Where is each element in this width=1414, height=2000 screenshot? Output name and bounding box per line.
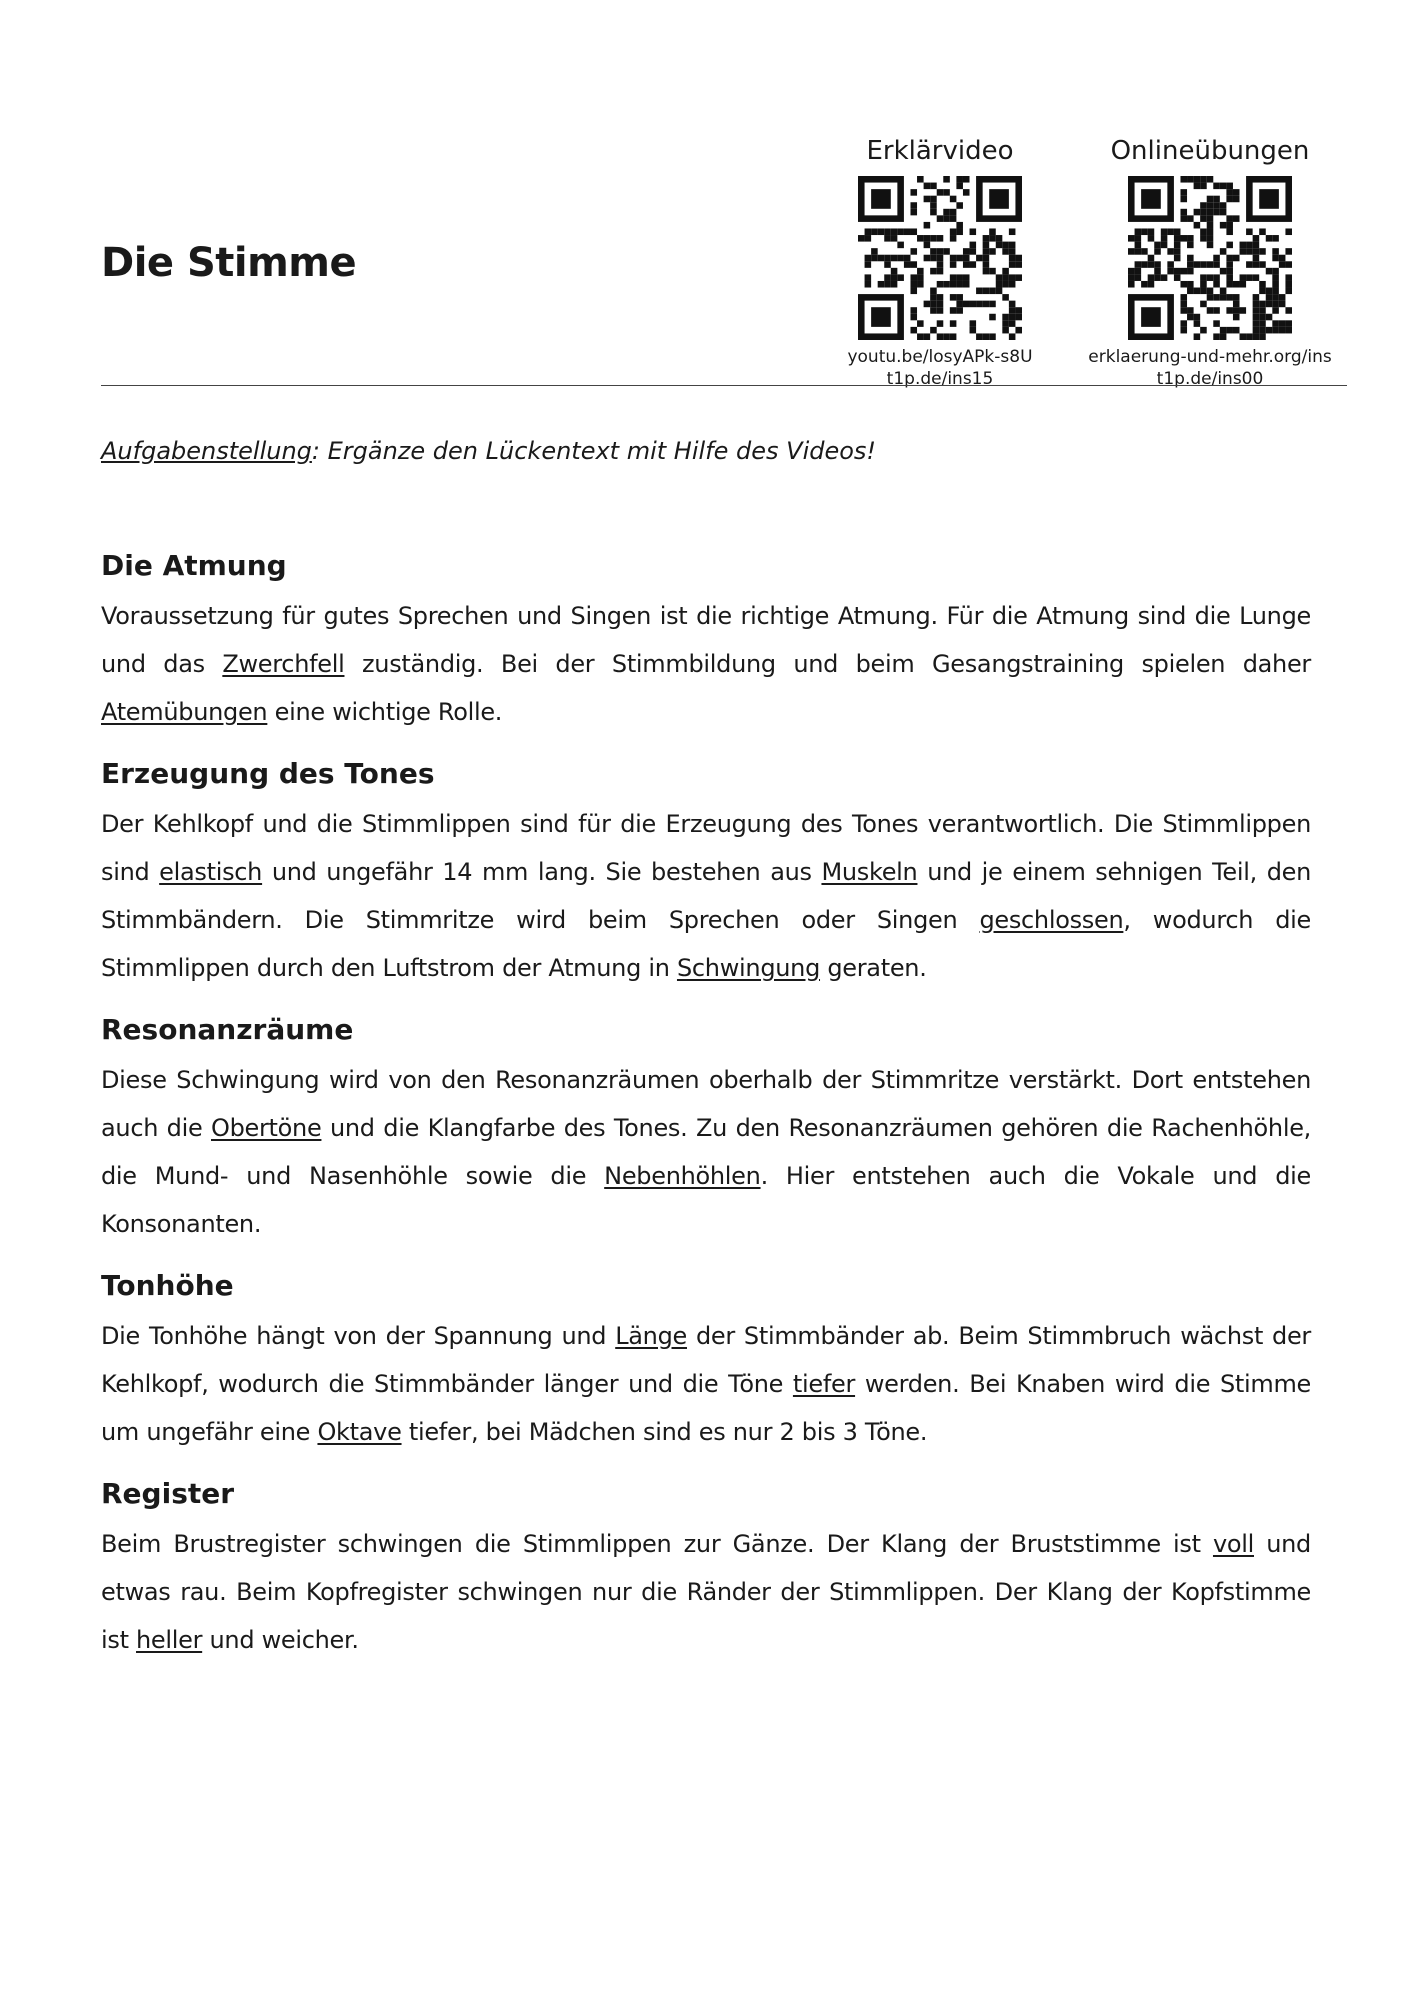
qr-code-icon (1128, 176, 1292, 340)
section-heading: Tonhöhe (101, 1269, 234, 1302)
section (101, 1004, 1311, 1248)
qr-code-icon (858, 176, 1022, 340)
section (101, 1260, 1311, 1456)
section-paragraph (101, 1312, 1311, 1456)
paragraph-text: der Stimmbänder ab. Beim Stimmbruch wächst der Kehlkopf, wodurch die Stimmbänder länger und die Töne (101, 1322, 1311, 1398)
paragraph-text: zuständig. Bei der Stimmbildung und beim Gesangstraining spielen daher (344, 650, 1311, 678)
task-instruction (101, 433, 876, 469)
cloze-text (101, 540, 1311, 1676)
paragraph-text: Der Kehlkopf und die Stimmlippen sind für die Erzeugung des Tones verantwortlich. Die Stimmlippen sind (101, 810, 1311, 886)
paragraph-text: Voraussetzung für gutes Sprechen und Singen ist die richtige Atmung. Für die Atmung sind die Lunge und das (101, 602, 1311, 678)
cloze-answer: Oktave (317, 1418, 402, 1446)
qr-link-online-2: t1p.de/ins00 (1156, 369, 1264, 389)
paragraph-text: geraten. (820, 954, 927, 982)
paragraph-text: und je einem sehnigen Teil, den Stimmbändern. Die Stimmritze wird beim Sprechen oder Singen (101, 858, 1311, 934)
section-heading: Resonanzräume (101, 1013, 354, 1046)
task-label: Aufgabenstellung (101, 437, 312, 465)
paragraph-text: und etwas rau. Beim Kopfregister schwingen nur die Ränder der Stimmlippen. Der Klang der Kopfstimme ist (101, 1530, 1311, 1654)
qr-label-online: Onlineübungen (1110, 136, 1310, 166)
cloze-answer: heller (136, 1626, 203, 1654)
paragraph-text: und ungefähr 14 mm lang. Sie bestehen aus (262, 858, 822, 886)
cloze-answer: Nebenhöhlen (604, 1162, 761, 1190)
paragraph-text: und die Klangfarbe des Tones. Zu den Resonanzräumen gehören die Rachenhöhle, die Mund- und Nasenhöhle sowie die (101, 1114, 1312, 1190)
section (101, 540, 1311, 736)
qr-label-video: Erklärvideo (866, 136, 1014, 166)
paragraph-text: tiefer, bei Mädchen sind es nur 2 bis 3 Töne. (401, 1418, 928, 1446)
paragraph-text: eine wichtige Rolle. (267, 698, 503, 726)
cloze-answer: Atemübungen (101, 698, 268, 726)
cloze-answer: Obertöne (211, 1114, 322, 1142)
page-title: Die Stimme (101, 240, 357, 286)
qr-link-video-2: t1p.de/ins15 (886, 369, 994, 389)
section-paragraph (101, 1520, 1311, 1664)
cloze-answer: geschlossen (979, 906, 1124, 934)
cloze-answer: Schwingung (676, 954, 821, 982)
qr-link-online-1: erklaerung-und-mehr.org/ins (1088, 347, 1332, 367)
paragraph-text: Diese Schwingung wird von den Resonanzräumen oberhalb der Stimmritze verstärkt. Dort entstehen auch die (101, 1066, 1311, 1142)
section-paragraph (101, 800, 1311, 992)
paragraph-text: Die Tonhöhe hängt von der Spannung und (101, 1322, 616, 1350)
paragraph-text: Beim Brustregister schwingen die Stimmlippen zur Gänze. Der Klang der Bruststimme ist (101, 1530, 1213, 1558)
paragraph-text: . Hier entstehen auch die Vokale und die Konsonanten. (101, 1162, 1311, 1238)
section (101, 748, 1311, 992)
section-heading: Erzeugung des Tones (101, 757, 435, 790)
cloze-answer: Zwerchfell (222, 650, 345, 678)
paragraph-text: und weicher. (202, 1626, 359, 1654)
cloze-answer: Muskeln (821, 858, 918, 886)
paragraph-text: werden. Bei Knaben wird die Stimme um ungefähr eine (101, 1370, 1311, 1446)
qr-block-online (1070, 130, 1350, 390)
qr-block-video (820, 130, 1060, 390)
section-heading: Register (101, 1477, 235, 1510)
section (101, 1468, 1311, 1664)
task-text: : Ergänze den Lückentext mit Hilfe des Videos! (311, 437, 877, 465)
cloze-answer: Länge (615, 1322, 687, 1350)
cloze-answer: voll (1212, 1530, 1254, 1558)
header-divider (101, 385, 1347, 386)
paragraph-text: , wodurch die Stimmlippen durch den Luftstrom der Atmung in (101, 906, 1311, 982)
section-heading: Die Atmung (101, 549, 287, 582)
section-paragraph (101, 592, 1311, 736)
cloze-answer: tiefer (792, 1370, 856, 1398)
cloze-answer: elastisch (159, 858, 263, 886)
qr-link-video-1: youtu.be/losyAPk-s8U (847, 347, 1033, 367)
section-paragraph (101, 1056, 1311, 1248)
